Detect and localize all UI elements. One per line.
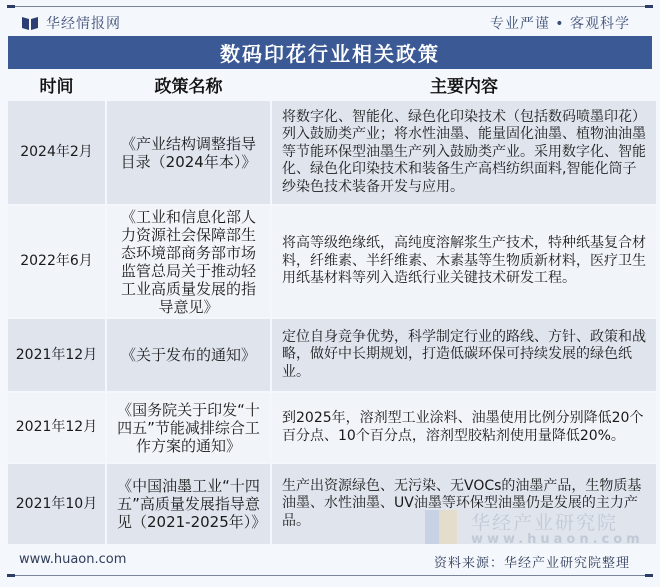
row-content: 定位自身竞争优势，科学制定行业的路线、方针、政策和战略，做好中长期规划，打造低碳环保可持续发展的绿色纸业。 [272,319,656,391]
row-content: 到2025年，溶剂型工业涂料、油墨使用比例分别降低20个百分点、10个百分点，溶剂型胶粘剂使用量降低20%。 [272,393,656,462]
bottom-divider-cap-left [7,574,15,577]
top-divider [8,6,652,7]
watermark-url: www.huaon.com [471,532,644,547]
brand [22,13,121,33]
slogan: 专业严谨 • 客观科学 [489,16,630,32]
row-policy-name: 《产业结构调整指导目录（2024年本）》 [107,101,270,204]
row-policy-name: 《关于发布的通知》 [107,319,270,391]
brand-name: 华经情报网 [46,16,121,32]
top-divider-cap-right [645,5,653,8]
row-policy-name: 《工业和信息化部人力资源社会保障部生态环境部商务部市场监管总局关于推动轻工业高质量发展的指导意见》 [107,206,270,317]
row-content: 将数字化、智能化、绿色化印染技术（包括数码喷墨印花）列入鼓励类产业；将水性油墨、能量固化油墨、植物油油墨等节能环保型油墨生产列入鼓励类产业。采用数字化、智能化、绿色化印染技术和装备生产高档纺织面料,智能化筒子纱染色技术装备开发与应用。 [272,101,656,204]
column-header-date: 时间 [39,77,74,97]
title-bar [8,36,652,69]
row-content: 将高等级绝缘纸，高纯度溶解浆生产技术，特种纸基复合材料，纤维素、半纤维素、木素基等生物质新材料，医疗卫生用纸基材料等列入造纸行业关键技术研发工程。 [272,206,656,317]
page-title: 数码印花行业相关政策 [220,42,440,66]
row-policy-name: 《国务院关于印发“十四五”节能减排综合工作方案的通知》 [107,393,270,462]
book-icon [22,16,38,30]
row-date: 2021年12月 [8,393,105,462]
column-header-policy-name: 政策名称 [154,77,223,97]
footer-url: www.huaon.com [19,552,127,567]
top-divider-cap-left [7,5,15,8]
row-date: 2021年12月 [8,319,105,391]
row-date: 2024年2月 [8,101,105,204]
row-date: 2022年6月 [8,206,105,317]
bottom-divider [8,575,652,576]
row-policy-name: 《中国油墨工业“十四五”高质量发展指导意见（2021-2025年）》 [107,464,270,544]
watermark-text: 华经产业研究院 [471,512,619,534]
column-header-content: 主要内容 [430,77,498,97]
row-content: 生产出资源绿色、无污染、无VOCs的油墨产品，生物质基油墨、水性油墨、UV油墨等环保型油墨仍是发展的主力产品。 [272,464,656,544]
footer-source: 资料来源：华经产业研究院整理 [433,556,630,571]
policy-table [8,70,652,544]
row-date: 2021年10月 [8,464,105,544]
bottom-divider-cap-right [645,574,653,577]
